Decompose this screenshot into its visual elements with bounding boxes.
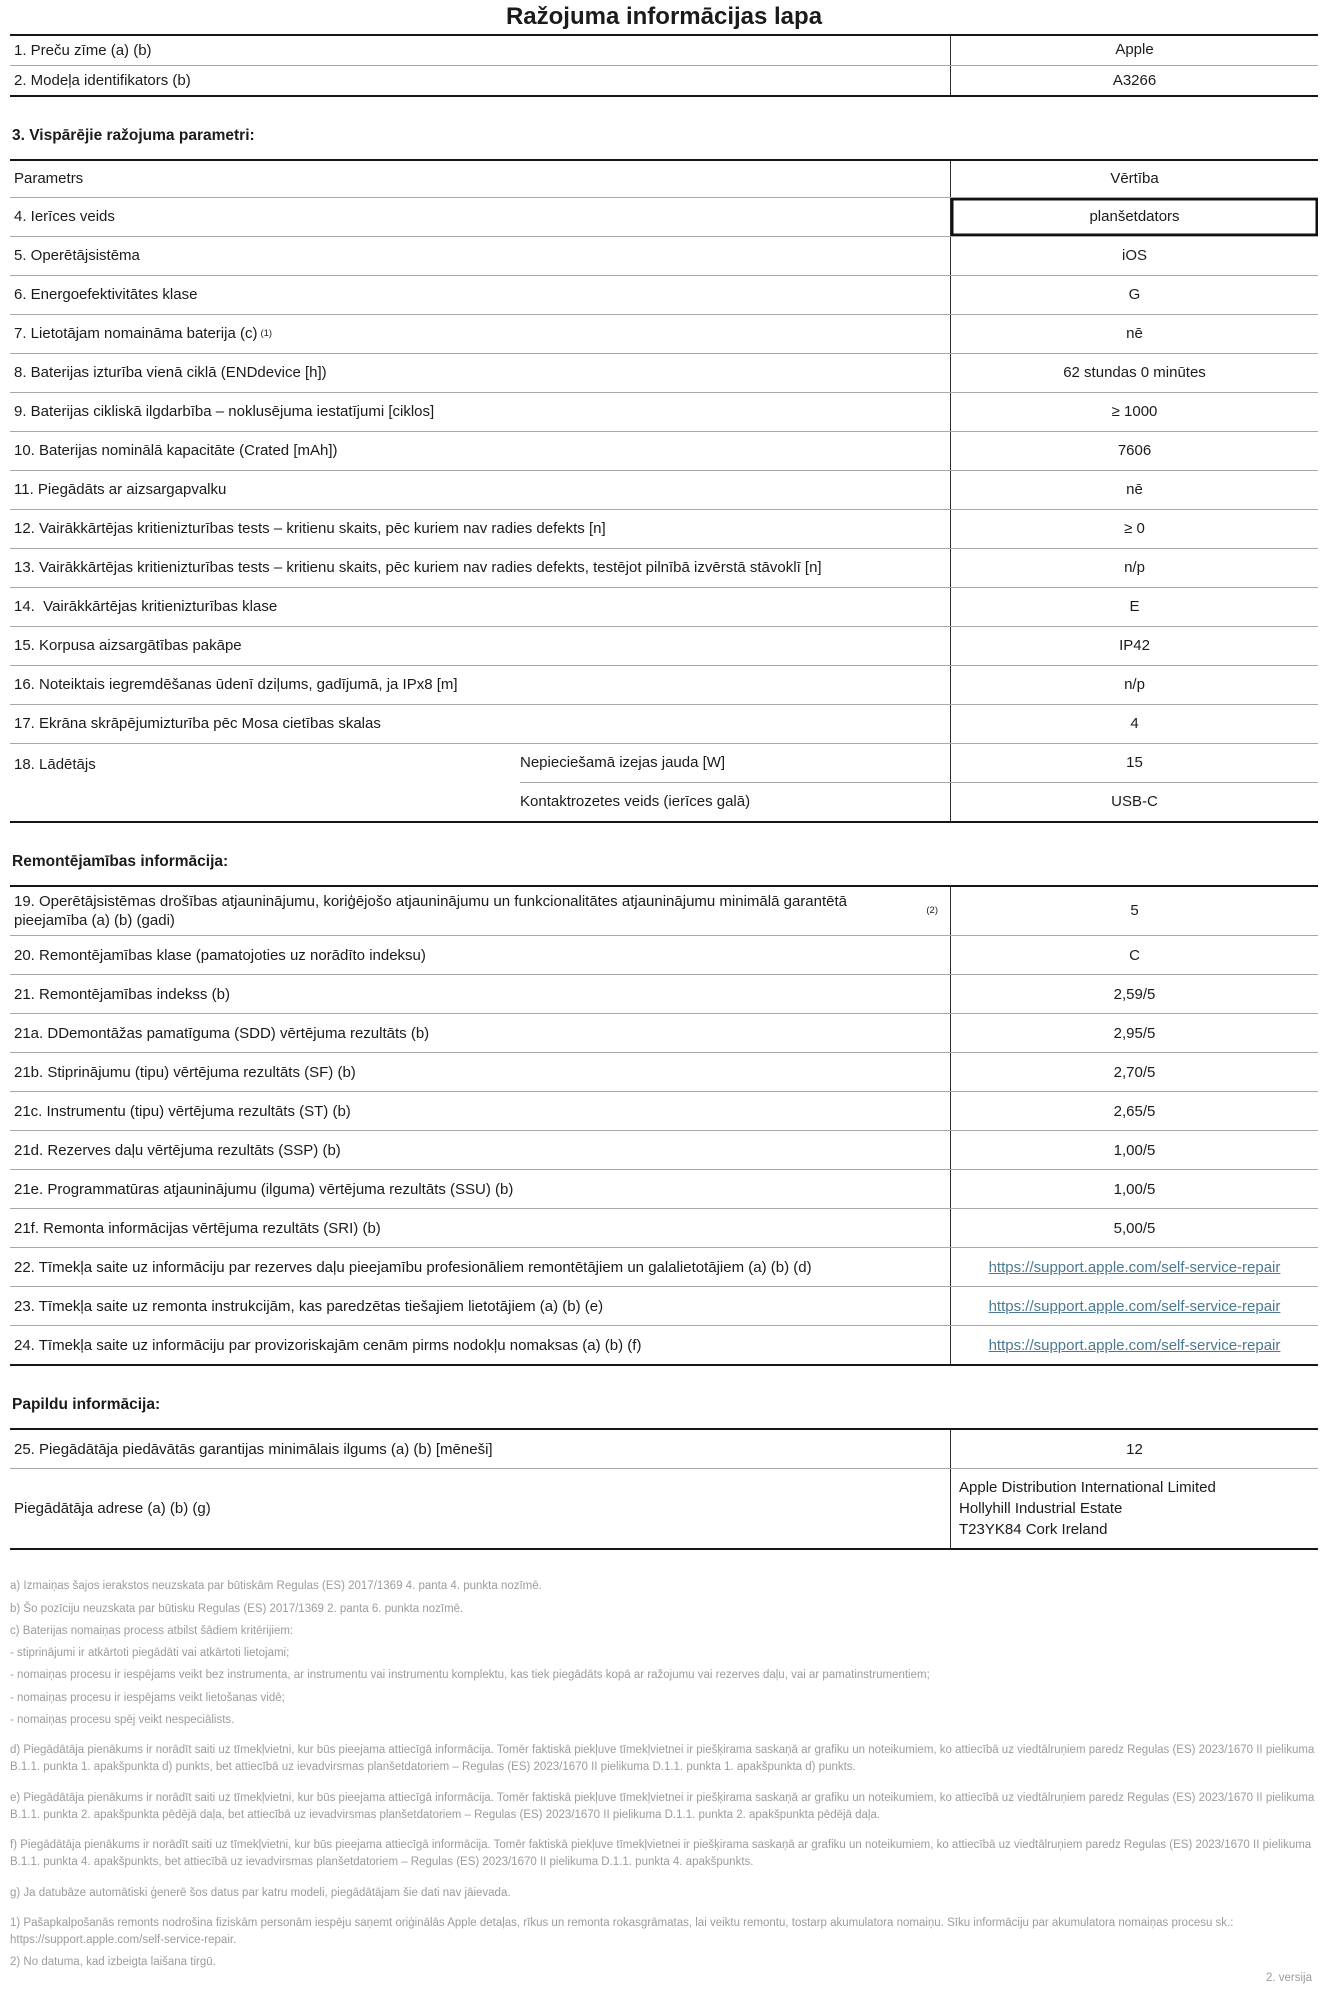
row-label: 24. Tīmekļa saite uz informāciju par provizoriskajām cenām pirms nodokļu nomaksas (a) (b) (f) (14, 1336, 642, 1354)
row-value: E (950, 588, 1318, 626)
table-row (10, 236, 1318, 275)
row-label: 2. Modeļa identifikators (b) (14, 71, 191, 89)
row-label: 21c. Instrumentu (tipu) vērtējuma rezultāts (ST) (b) (14, 1102, 351, 1120)
row-value: 7606 (950, 432, 1318, 470)
row-label: 7. Lietotājam nomaināma baterija (c) (1) (14, 325, 273, 343)
value-link[interactable]: https://support.apple.com/self-service-repair (988, 1258, 1281, 1276)
row-value: n/p (950, 549, 1318, 587)
row-value: G (950, 276, 1318, 314)
table-row (10, 65, 1318, 95)
column-header-label: Parametrs (14, 170, 84, 188)
table-row (10, 626, 1318, 665)
row-value: 1,00/5 (950, 1131, 1318, 1169)
address-line: Hollyhill Industrial Estate (959, 1500, 1123, 1518)
row-label: 20. Remontējamības klase (pamatojoties uz norādīto indeksu) (14, 946, 426, 964)
row-label: 5. Operētājsistēma (14, 247, 140, 265)
row-label: 10. Baterijas nominālā kapacitāte (Crated [mAh]) (14, 442, 338, 460)
row-value: nē (950, 471, 1318, 509)
row-value: iOS (950, 237, 1318, 275)
row-value: ≥ 1000 (950, 393, 1318, 431)
table-row (10, 1208, 1318, 1247)
footnote: d) Piegādātāja pienākums ir norādīt saiti uz tīmekļvietni, kur būs pieejama attiecīgā informācija. Tomēr faktiskā piekļuve tīmekļvietnei ir piešķirama saskaņā ar grafiku un noteikumiem, ko attiecībā uz viedtālruņiem paredz Regulas (ES) 2023/1670 II pielikuma B.1.1. punkta 1. apakšpunkta d) punkts, bet attiecībā uz ievadvirsmas planšetdatoriem – Regulas (ES) 2023/1670 II pielikuma D.1.1. punkta 1. apakšpunkta d) punkts. (10, 1744, 1315, 1774)
row-value: 15 (950, 744, 1318, 782)
row-value (950, 1469, 1318, 1548)
footnote: 1) Pašapkalpošanās remonts nodrošina fiziskām personām iespēju saņemt oriģinālās Apple detaļas, rīkus un remonta rokasgrāmatas, lai veiktu remontu, tostarp akumulatora nomaiņu. Sīku informāciju par akumulatora nomaiņas procesu sk.: https://support.apple.com/self-service-repair. (10, 1916, 1234, 1947)
table-row (10, 1325, 1318, 1364)
row-label: 11. Piegādāts ar aizsargapvalku (14, 481, 227, 499)
footnote-ref: (1) (260, 328, 273, 340)
footnote: 2) No datuma, kad izbeigta laišana tirgū. (10, 1956, 216, 1969)
row-value: 2,59/5 (950, 975, 1318, 1013)
table-row (10, 353, 1318, 392)
table-row (10, 1091, 1318, 1130)
table-row (10, 314, 1318, 353)
table-row (10, 587, 1318, 626)
identification-table (10, 34, 1318, 97)
row-value: nē (950, 315, 1318, 353)
row-label: 25. Piegādātāja piedāvātās garantijas minimālais ilgums (a) (b) [mēneši] (14, 1440, 493, 1458)
row-value: 12 (950, 1430, 1318, 1468)
table-row (10, 36, 1318, 65)
table-row (10, 887, 1318, 935)
table-row (10, 704, 1318, 743)
row-label: 4. Ierīces veids (14, 208, 115, 226)
footnote: f) Piegādātāja pienākums ir norādīt saiti uz tīmekļvietni, kur būs pieejama attiecīgā informācija. Tomēr faktiskā piekļuve tīmekļvietnei ir piešķirama saskaņā ar grafiku un noteikumiem, ko attiecībā uz viedtālruņiem paredz Regulas (ES) 2023/1670 II pielikuma B.1.1. punkta 4. apakšpunkts, bet attiecībā uz ievadvirsmas planšetdatoriem – Regulas (ES) 2023/1670 II pielikuma D.1.1. punkta 4. apakšpunkts. (10, 1839, 1312, 1869)
subrow-label: Nepieciešamā izejas jauda [W] (520, 754, 726, 772)
row-label: 23. Tīmekļa saite uz remonta instrukcijām, kas paredzētas tiešajiem lietotājiem (a) (b) (e) (14, 1297, 604, 1315)
row-value (950, 1326, 1318, 1364)
row-value: 5 (950, 887, 1318, 935)
additional-info-table (10, 1428, 1318, 1550)
section-heading-additional-info: Papildu informācija: (12, 1396, 161, 1414)
footnote: - stiprinājumi ir atkārtoti piegādāti vai atkārtoti lietojami; (10, 1647, 290, 1660)
footnote: - nomaiņas procesu ir iespējams veikt lietošanas vidē; (10, 1691, 285, 1704)
row-label: 19. Operētājsistēmas drošības atjauninājumu, koriģējošo atjauninājumu un funkcionalitātes atjauninājumu minimālā garantētā pieejamība (a) (b) (gadi) (2) (14, 892, 938, 930)
row-label: 21e. Programmatūras atjauninājumu (ilguma) vērtējuma rezultāts (SSU) (b) (14, 1180, 514, 1198)
table-row (10, 1052, 1318, 1091)
table-row (10, 1130, 1318, 1169)
row-label: 6. Energoefektivitātes klase (14, 286, 198, 304)
row-value: A3266 (950, 66, 1318, 95)
subrow-label: Kontaktrozetes veids (ierīces galā) (520, 793, 751, 811)
table-row (10, 1247, 1318, 1286)
row-label: 14. Vairākkārtējas kritienizturības klase (14, 598, 278, 616)
section-heading-repairability: Remontējamības informācija: (12, 852, 229, 870)
column-header-value: Vērtība (950, 161, 1318, 197)
row-value: n/p (950, 666, 1318, 704)
table-row (10, 935, 1318, 974)
row-label: 8. Baterijas izturība vienā ciklā (ENDdevice [h]) (14, 364, 327, 382)
table-row (10, 392, 1318, 431)
table-row (10, 974, 1318, 1013)
address-line: Apple Distribution International Limited (959, 1479, 1216, 1497)
row-label: 16. Noteiktais iegremdēšanas ūdenī dziļums, gadījumā, ja IPx8 [m] (14, 676, 458, 694)
table-row (10, 1430, 1318, 1468)
row-label: 21. Remontējamības indekss (b) (14, 985, 230, 1003)
section-heading-general-parameters: 3. Vispārējie ražojuma parametri: (12, 126, 255, 144)
row-value: IP42 (950, 627, 1318, 665)
row-label: 21a. DDemontāžas pamatīguma (SDD) vērtējuma rezultāts (b) (14, 1024, 430, 1042)
table-subrow (520, 782, 1318, 821)
row-value (950, 1248, 1318, 1286)
row-label: 12. Vairākkārtējas kritienizturības tests – kritienu skaits, pēc kuriem nav radies defekts [n] (14, 520, 606, 538)
footnotes (10, 1578, 1318, 1971)
table-row (10, 743, 1318, 821)
sub-rows (520, 744, 1318, 821)
row-label: Piegādātāja adrese (a) (b) (g) (14, 1500, 211, 1518)
row-value: planšetdators (950, 198, 1318, 236)
footnote: e) Piegādātāja pienākums ir norādīt saiti uz tīmekļvietni, kur būs pieejama attiecīgā informācija. Tomēr faktiskā piekļuve tīmekļvietnei ir piešķirama saskaņā ar grafiku un noteikumiem, ko attiecībā uz viedtālruņiem paredz Regulas (ES) 2023/1670 II pielikuma B.1.1. punkta 2. apakšpunkta pēdējā daļa, bet attiecībā uz ievadvirsmas planšetdatoriem – Regulas (ES) 2023/1670 II pielikuma D.1.1. punkta 2. apakšpunkta pēdējā daļa. (10, 1791, 1315, 1821)
row-label: 13. Vairākkārtējas kritienizturības tests – kritienu skaits, pēc kuriem nav radies defekts, testējot pilnībā izvērstā stāvoklī [n] (14, 559, 822, 577)
row-value: 1,00/5 (950, 1170, 1318, 1208)
version-label: 2. versija (1265, 1972, 1312, 1984)
table-row (10, 470, 1318, 509)
row-value: 2,70/5 (950, 1053, 1318, 1091)
row-value: USB-C (950, 783, 1318, 821)
footnote: c) Baterijas nomaiņas process atbilst šādiem kritērijiem: (10, 1624, 294, 1637)
row-value: 4 (950, 705, 1318, 743)
table-row (10, 548, 1318, 587)
row-label: 21b. Stiprinājumu (tipu) vērtējuma rezultāts (SF) (b) (14, 1063, 356, 1081)
row-label: 22. Tīmekļa saite uz informāciju par rezerves daļu pieejamību profesionāliem remontētājiem un galalietotājiem (a) (b) (d) (14, 1258, 812, 1276)
row-label: 9. Baterijas cikliskā ilgdarbība – noklusējuma iestatījumi [ciklos] (14, 403, 435, 421)
table-row (10, 665, 1318, 704)
row-value: 2,65/5 (950, 1092, 1318, 1130)
row-label: 17. Ekrāna skrāpējumizturība pēc Mosa cietības skalas (14, 715, 381, 733)
table-row (10, 161, 1318, 197)
table-row (10, 1468, 1318, 1548)
table-subrow (520, 744, 1318, 782)
table-row (10, 197, 1318, 236)
table-row (10, 1286, 1318, 1325)
footnote-ref: (2) (926, 905, 938, 917)
footnote: - nomaiņas procesu ir iespējams veikt bez instrumenta, ar instrumentu vai instrumentu komplektu, kas tiek piegādāts kopā ar ražojumu vai rezerves daļu, vai ar pamatinstrumentiem; (10, 1669, 930, 1682)
value-link[interactable]: https://support.apple.com/self-service-repair (988, 1297, 1281, 1315)
row-value: 62 stundas 0 minūtes (950, 354, 1318, 392)
row-value: Apple (950, 36, 1318, 65)
row-value: 2,95/5 (950, 1014, 1318, 1052)
general-parameters-table (10, 159, 1318, 823)
footnote: b) Šo pozīciju neuzskata par būtisku Regulas (ES) 2017/1369 2. panta 6. punkta nozīmē. (10, 1602, 464, 1615)
row-label: 15. Korpusa aizsargātības pakāpe (14, 637, 242, 655)
repairability-table (10, 885, 1318, 1366)
row-value: 5,00/5 (950, 1209, 1318, 1247)
address-line: T23YK84 Cork Ireland (959, 1521, 1108, 1539)
row-value (950, 1287, 1318, 1325)
table-row (10, 1169, 1318, 1208)
row-label: 21f. Remonta informācijas vērtējuma rezultāts (SRI) (b) (14, 1219, 381, 1237)
table-row (10, 431, 1318, 470)
footnote: - nomaiņas procesu spēj veikt nespeciālists. (10, 1713, 235, 1726)
row-value: ≥ 0 (950, 510, 1318, 548)
footnote: g) Ja datubāze automātiski ģenerē šos datus par katru modeli, piegādātājam šie dati nav jāievada. (10, 1886, 511, 1899)
row-label: 1. Preču zīme (a) (b) (14, 41, 152, 59)
table-row (10, 509, 1318, 548)
page-title: Ražojuma informācijas lapa (505, 3, 823, 30)
row-value: C (950, 936, 1318, 974)
table-row (10, 1013, 1318, 1052)
table-row (10, 275, 1318, 314)
footnote: a) Izmaiņas šajos ierakstos neuzskata par būtiskām Regulas (ES) 2017/1369 4. panta 4. punkta nozīmē. (10, 1580, 542, 1593)
row-label: 18. Lādētājs (14, 755, 96, 773)
row-label: 21d. Rezerves daļu vērtējuma rezultāts (SSP) (b) (14, 1141, 341, 1159)
value-link[interactable]: https://support.apple.com/self-service-repair (988, 1336, 1281, 1354)
